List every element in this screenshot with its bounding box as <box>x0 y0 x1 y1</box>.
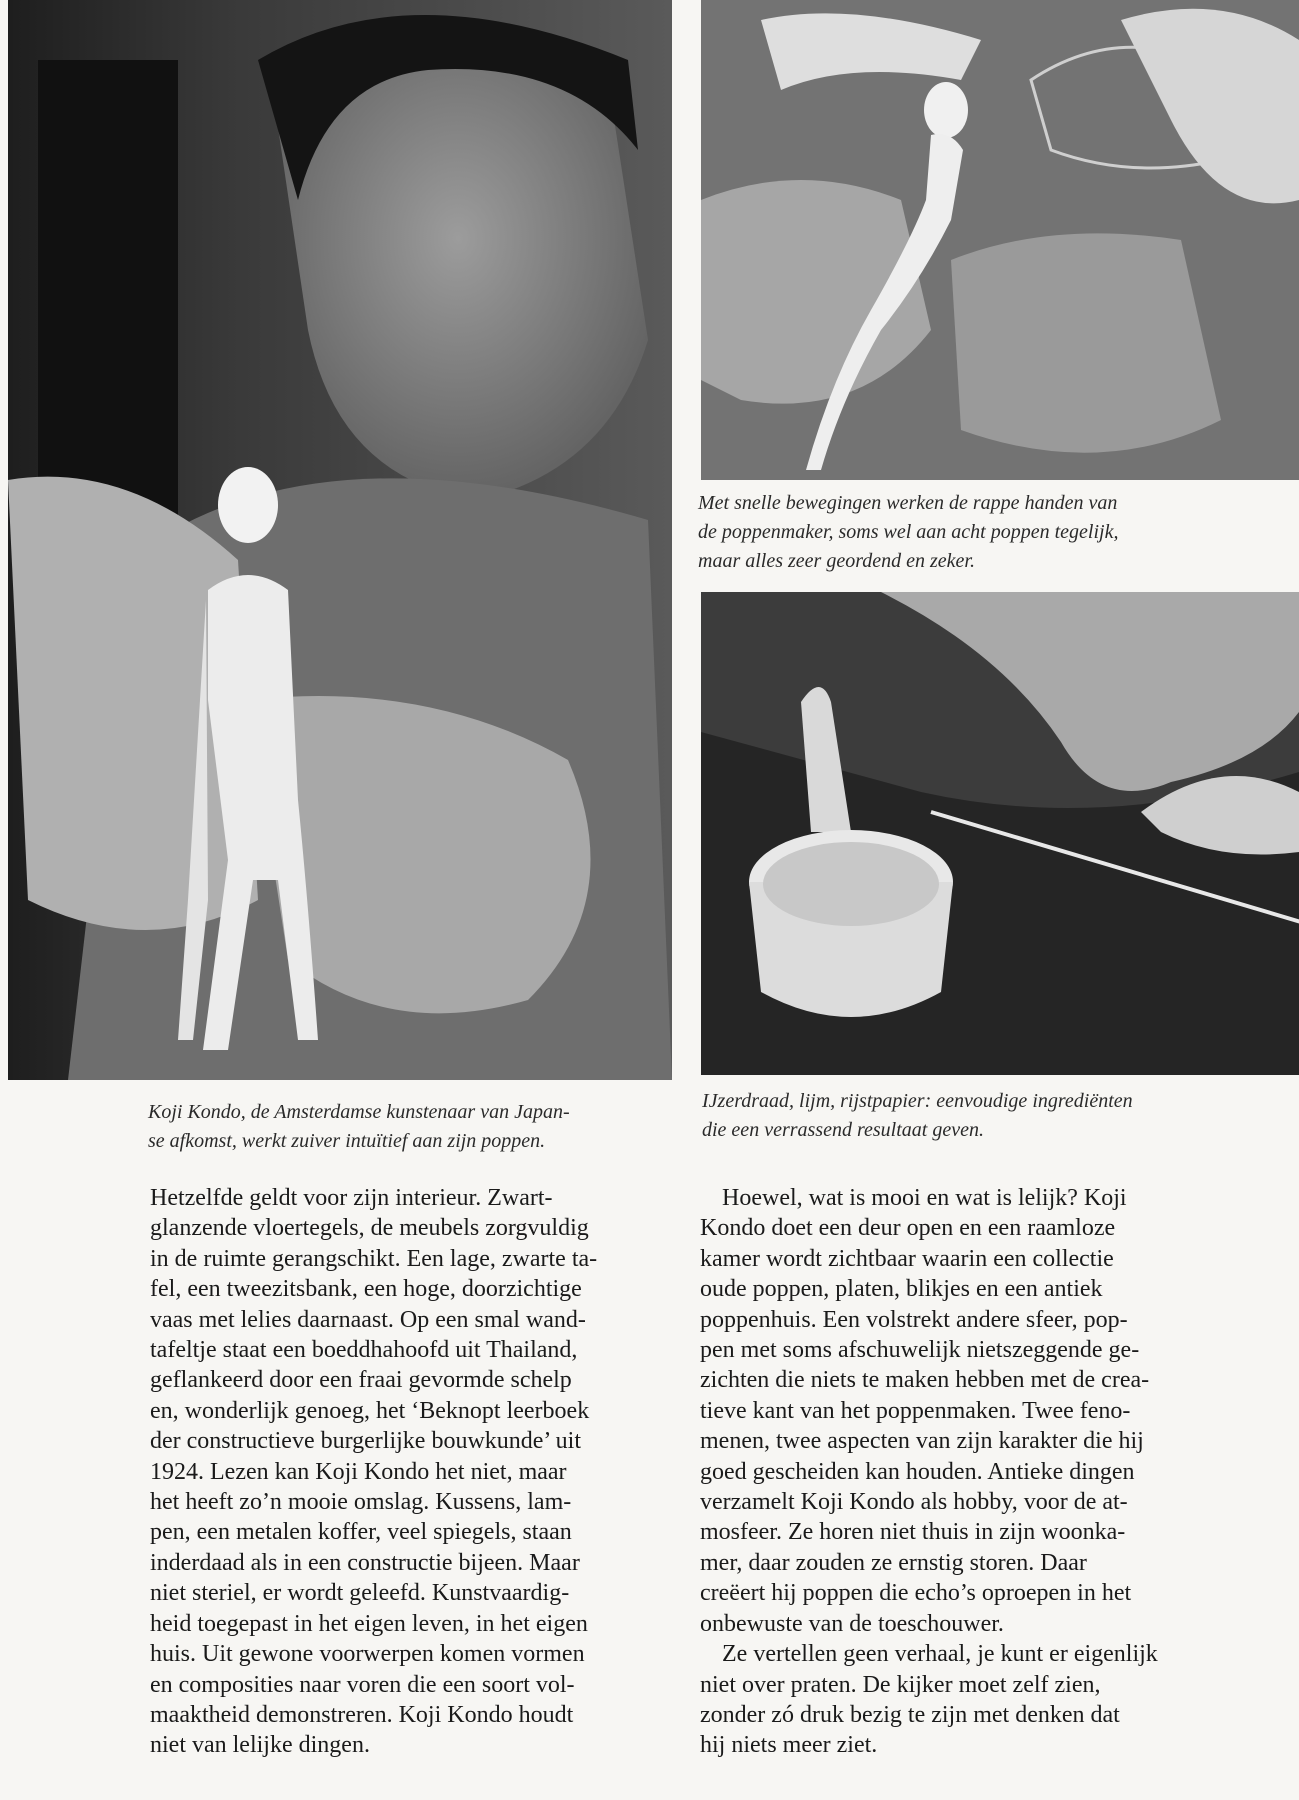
text-line: goed gescheiden kan houden. Antieke dingen <box>700 1458 1135 1485</box>
text-line: inderdaad als in een constructie bijeen. Maar <box>150 1549 580 1576</box>
text-line: niet van lelijke dingen. <box>150 1732 370 1759</box>
caption-line: Met snelle bewegingen werken de rappe handen van <box>698 492 1118 514</box>
text-line: verzamelt Koji Kondo als hobby, voor de at- <box>700 1489 1128 1516</box>
text-line: niet steriel, er wordt geleefd. Kunstvaardig- <box>150 1580 570 1607</box>
text-line: mer, daar zouden ze ernstig storen. Daar <box>700 1549 1087 1576</box>
text-line: mosfeer. Ze horen niet thuis in zijn woonka- <box>700 1519 1126 1546</box>
text-line: onbewuste van de toeschouwer. <box>700 1610 1004 1637</box>
text-line: Hetzelfde geldt voor zijn interieur. Zwart- <box>150 1185 553 1211</box>
caption-bottom-right-photo <box>702 1087 1262 1145</box>
text-line: menen, twee aspecten van zijn karakter die hij <box>700 1428 1144 1455</box>
article-paragraph <box>150 1183 670 1761</box>
text-line: geflankeerd door een fraai gevormde schelp <box>150 1367 572 1394</box>
text-line: kamer wordt zichtbaar waarin een collectie <box>700 1245 1114 1272</box>
article-column-left <box>150 1183 670 1761</box>
text-line: vaas met lelies daarnaast. Op een smal wand- <box>150 1306 586 1333</box>
text-line: Kondo doet een deur open en een raamloze <box>700 1215 1116 1242</box>
caption-line: Koji Kondo, de Amsterdamse kunstenaar van Japan- <box>148 1101 570 1123</box>
text-line: maaktheid demonstreren. Koji Kondo houdt <box>150 1701 574 1728</box>
text-line: tafeltje staat een boeddhahoofd uit Thailand, <box>150 1337 578 1364</box>
text-line: huis. Uit gewone voorwerpen komen vormen <box>150 1641 585 1668</box>
text-line: zonder zó druk bezig te zijn met denken dat <box>700 1701 1120 1728</box>
text-line: poppenhuis. Een volstrekt andere sfeer, pop- <box>700 1306 1128 1333</box>
text-line: Ze vertellen geen verhaal, je kunt er eigenlijk <box>722 1641 1158 1668</box>
text-line: in de ruimte gerangschikt. Een lage, zwarte ta- <box>150 1245 598 1272</box>
photo-glue-pot <box>701 592 1299 1075</box>
text-line: heid toegepast in het eigen leven, in het eigen <box>150 1610 588 1637</box>
text-line: der constructieve burgerlijke bouwkunde’ uit <box>150 1428 581 1455</box>
article-paragraph <box>700 1639 1220 1761</box>
caption-line: maar alles zeer geordend en zeker. <box>698 550 975 572</box>
caption-top-right-photo <box>698 489 1258 576</box>
article-column-right <box>700 1183 1220 1761</box>
text-line: niet over praten. De kijker moet zelf zien, <box>700 1671 1101 1698</box>
text-line: tieve kant van het poppenmaken. Twee feno- <box>700 1397 1131 1424</box>
text-line: en composities naar voren die een soort vol- <box>150 1671 575 1698</box>
text-line: hij niets meer ziet. <box>700 1732 878 1759</box>
caption-main-photo <box>148 1098 668 1156</box>
photo-hands-working <box>701 0 1299 480</box>
text-line: 1924. Lezen kan Koji Kondo het niet, maar <box>150 1458 567 1485</box>
text-line: pen met soms afschuwelijk nietszeggende ge- <box>700 1337 1140 1364</box>
caption-line: IJzerdraad, lijm, rijstpapier: eenvoudige ingrediënten <box>702 1090 1133 1112</box>
text-line: het heeft zo’n mooie omslag. Kussens, lam- <box>150 1489 572 1516</box>
caption-line: de poppenmaker, soms wel aan acht poppen tegelijk, <box>698 521 1119 543</box>
text-line: en, wonderlijk genoeg, het ‘Beknopt leerboek <box>150 1397 590 1424</box>
text-line: Hoewel, wat is mooi en wat is lelijk? Koji <box>722 1185 1127 1211</box>
text-line: glanzende vloertegels, de meubels zorgvuldig <box>150 1215 589 1242</box>
photo-artist-with-doll <box>8 0 672 1080</box>
text-line: oude poppen, platen, blikjes en een antiek <box>700 1276 1103 1303</box>
caption-line: se afkomst, werkt zuiver intuïtief aan zijn poppen. <box>148 1130 546 1152</box>
text-line: zichten die niets te maken hebben met de crea- <box>700 1367 1150 1394</box>
article-paragraph <box>700 1183 1220 1639</box>
text-line: fel, een tweezitsbank, een hoge, doorzichtige <box>150 1276 582 1303</box>
text-line: creëert hij poppen die echo’s oproepen in het <box>700 1580 1132 1607</box>
text-line: pen, een metalen koffer, veel spiegels, staan <box>150 1519 572 1546</box>
caption-line: die een verrassend resultaat geven. <box>702 1119 984 1141</box>
